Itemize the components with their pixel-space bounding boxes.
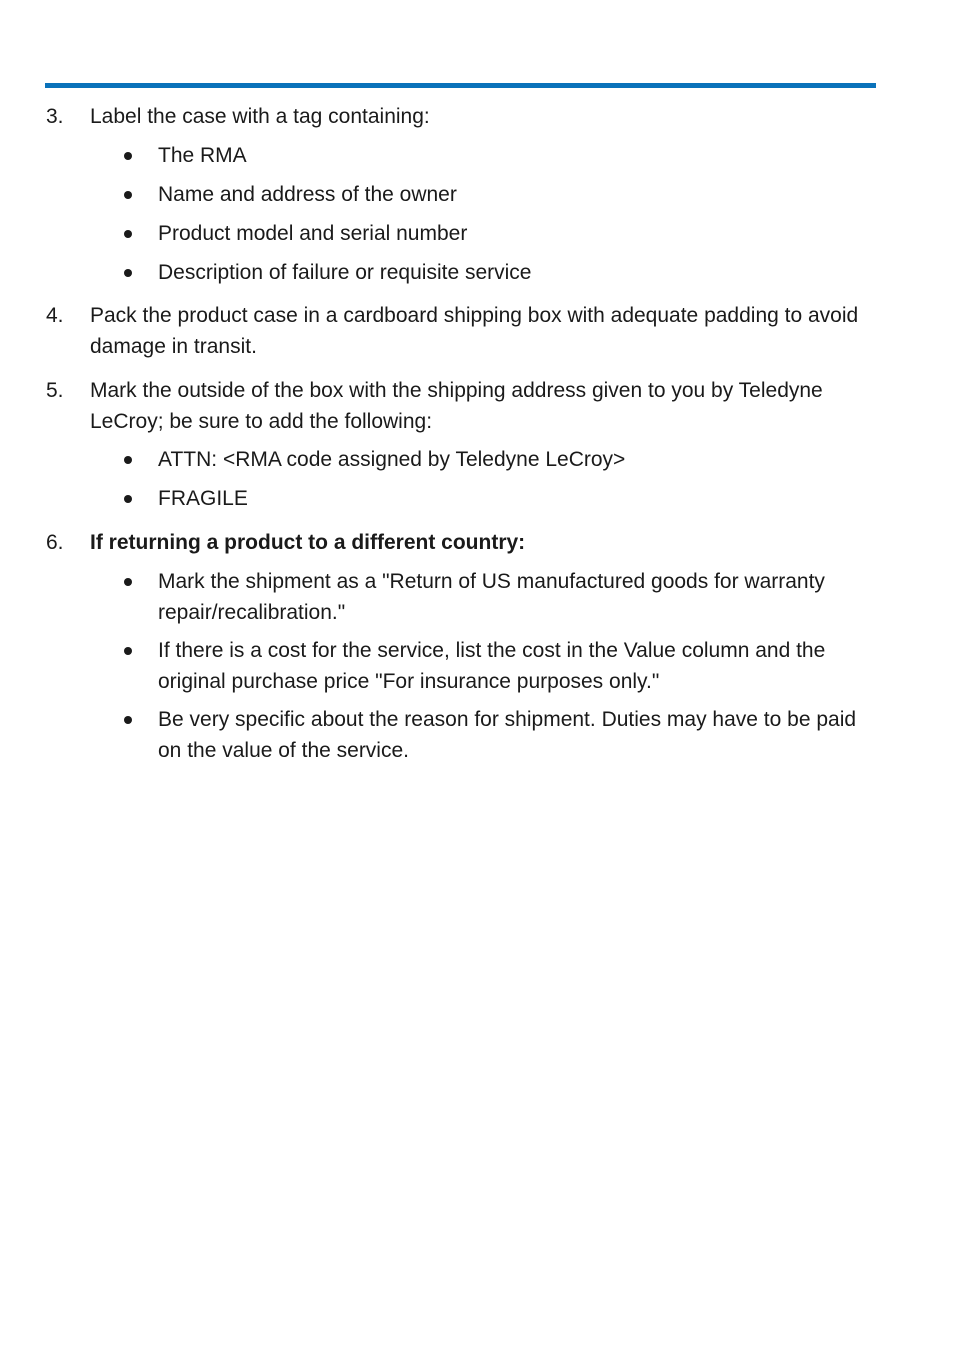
bullet-icon [124, 716, 132, 724]
bullet-text: Be very specific about the reason for shipment. Duties may have to be paid on the value of the service. [158, 708, 857, 762]
bullet-text: The RMA [158, 144, 247, 167]
step-number: 3. [46, 105, 64, 128]
bullet-text: Product model and serial number [158, 222, 468, 245]
bullet-text: Description of failure or requisite service [158, 261, 532, 284]
bullet-text: Mark the shipment as a "Return of US manufactured goods for warranty repair/recalibration." [158, 570, 825, 624]
step-number: 5. [46, 379, 64, 402]
bullet-icon [124, 578, 132, 586]
header-rule [45, 83, 876, 88]
bullet-icon [124, 152, 132, 160]
bullet-icon [124, 191, 132, 199]
step-text: Label the case with a tag containing: [90, 105, 430, 128]
step-text: Pack the product case in a cardboard shipping box with adequate padding to avoid damage in transit. [90, 304, 859, 358]
bullet-icon [124, 269, 132, 277]
bullet-icon [124, 495, 132, 503]
bullet-icon [124, 647, 132, 655]
bullet-text: Name and address of the owner [158, 183, 457, 206]
bullet-icon [124, 230, 132, 238]
step-number: 6. [46, 531, 64, 554]
bullet-text: FRAGILE [158, 487, 248, 510]
bullet-text: ATTN: <RMA code assigned by Teledyne LeCroy> [158, 448, 626, 471]
step-text: If returning a product to a different country: [90, 531, 526, 554]
bullet-icon [124, 456, 132, 464]
step-text: Mark the outside of the box with the shipping address given to you by Teledyne LeCroy; be sure to add the following: [90, 379, 823, 433]
step-number: 4. [46, 304, 64, 327]
bullet-text: If there is a cost for the service, list the cost in the Value column and the original purchase price "For insurance purposes only." [158, 639, 826, 693]
